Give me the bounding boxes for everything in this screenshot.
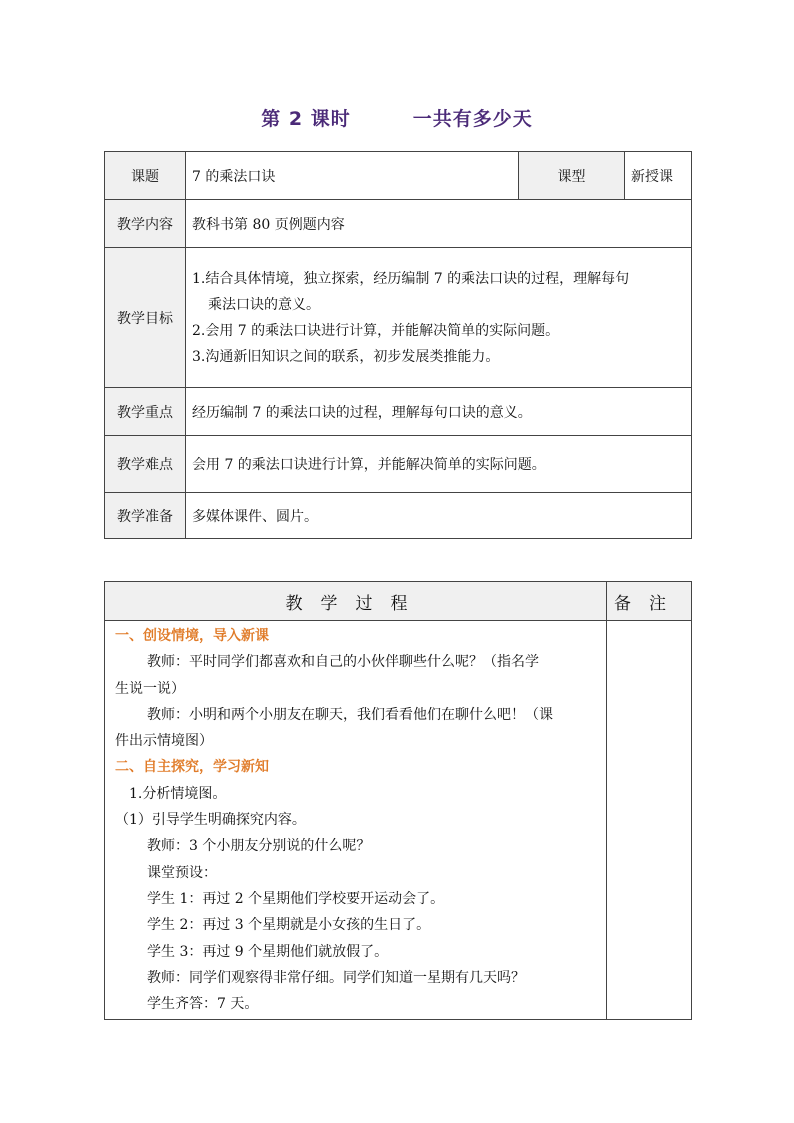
lesson-name: 一共有多少天 [412, 108, 533, 130]
process-line: 教师：同学们观察得非常仔细。同学们知道一星期有几天吗？ [147, 969, 525, 986]
prep-label: 教学准备 [105, 493, 186, 539]
type-value: 新授课 [625, 152, 692, 200]
process-line: 学生 2：再过 3 个星期就是小女孩的生日了。 [147, 917, 431, 934]
process-line: （1）引导学生明确探究内容。 [115, 812, 306, 829]
content-row [105, 200, 692, 248]
process-line: 教师：平时同学们都喜欢和自己的小伙伴聊些什么呢？（指名学 [147, 654, 539, 671]
topic-value: 7 的乘法口诀 [186, 152, 519, 200]
page-title [0, 104, 794, 131]
goals-list [186, 248, 692, 388]
goal-line: 乘法口诀的意义。 [208, 296, 320, 313]
process-line: 学生 1：再过 2 个星期他们学校要开运动会了。 [147, 890, 445, 907]
goal-line: 3.沟通新旧知识之间的联系，初步发展类推能力。 [192, 348, 500, 365]
goals-row [105, 248, 692, 388]
process-line: 学生 3：再过 9 个星期他们就放假了。 [147, 943, 389, 960]
teaching-process-table [104, 581, 692, 1020]
notes-header: 备注 [607, 582, 692, 621]
type-label: 课型 [519, 152, 625, 200]
goal-line: 2.会用 7 的乘法口诀进行计算，并能解决简单的实际问题。 [192, 322, 560, 339]
key-label: 教学重点 [105, 388, 186, 436]
lesson-number: 第 2 课时 [261, 108, 351, 130]
notes-cell [607, 621, 692, 1020]
process-line: 件出示情境图） [115, 733, 213, 750]
key-row [105, 388, 692, 436]
topic-label: 课题 [105, 152, 186, 200]
process-line: 教师：小明和两个小朋友在聊天，我们看看他们在聊什么吧！（课 [147, 706, 553, 723]
difficulty-label: 教学难点 [105, 436, 186, 493]
difficulty-value: 会用 7 的乘法口诀进行计算，并能解决简单的实际问题。 [186, 436, 692, 493]
section-heading: 一、创设情境，导入新课 [115, 628, 269, 644]
section-heading: 二、自主探究，学习新知 [115, 759, 269, 776]
difficulty-row [105, 436, 692, 493]
lesson-info-table [104, 151, 692, 539]
goal-line: 1.结合具体情境，独立探索，经历编制 7 的乘法口诀的过程，理解每句 [192, 270, 630, 287]
key-value: 经历编制 7 的乘法口诀的过程，理解每句口诀的意义。 [186, 388, 692, 436]
process-line: 教师：3 个小朋友分别说的什么呢？ [147, 838, 371, 855]
topic-row [105, 152, 692, 200]
process-line: 学生齐答：7 天。 [147, 996, 259, 1013]
process-line: 生说一说） [115, 680, 185, 697]
process-header-row [105, 582, 692, 621]
process-content [105, 621, 607, 1020]
process-body-row [105, 621, 692, 1020]
process-line: 课堂预设： [147, 864, 217, 881]
prep-value: 多媒体课件、圆片。 [186, 493, 692, 539]
process-line: 1.分析情境图。 [129, 785, 227, 802]
content-label: 教学内容 [105, 200, 186, 248]
goals-label: 教学目标 [105, 248, 186, 388]
process-header: 教学过程 [105, 582, 607, 621]
prep-row [105, 493, 692, 539]
content-value: 教科书第 80 页例题内容 [186, 200, 692, 248]
